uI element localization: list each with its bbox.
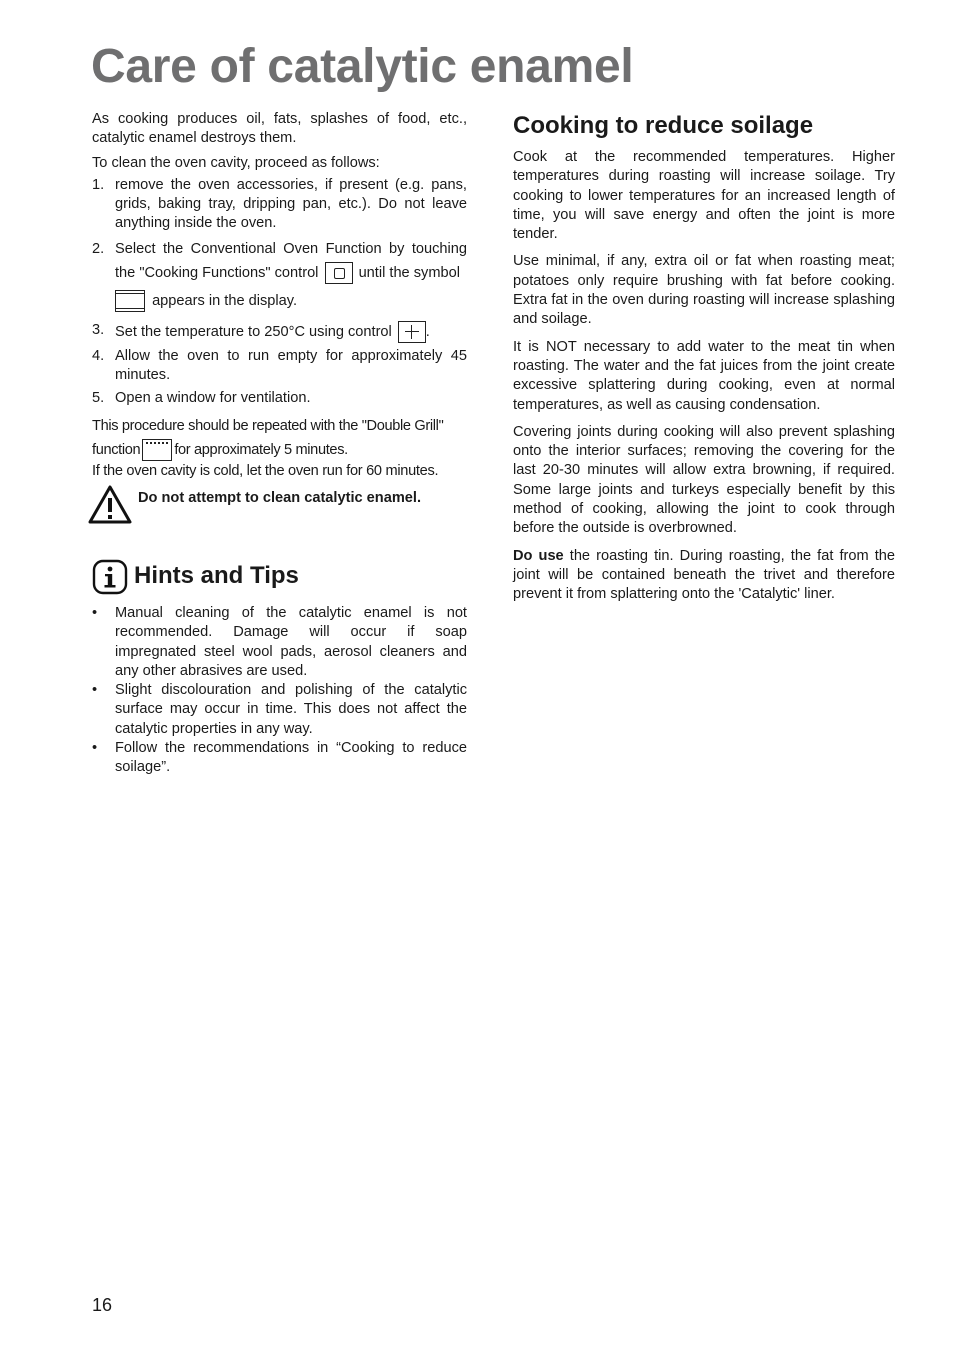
hint-item: • Manual cleaning of the catalytic enamel is not recommended. Damage will occur if soap impregnated steel wool pads, aerosol cleaners and any other abrasives are used. [92,604,467,679]
warning-text: Do not attempt to clean catalytic enamel. [138,489,422,506]
hints-title: Hints and Tips [134,561,299,589]
paragraph: Covering joints during cooking will also prevent splashing onto the interior surfaces; removing the covering for the last 20-30 minutes will allow extra browning, if required. Some large joints and turkeys especially benefit by this method of cooking, allowing the joint to cook through before the outside is overbrowned. [513,423,895,537]
step-item: 1. remove the oven accessories, if present (e.g. pans, grids, baking tray, dripping pan, etc.). Do not leave anything inside the oven. [92,176,467,232]
double-grill-icon [142,439,172,461]
repeat-note: This procedure should be repeated with the "Double Grill" function for approximately 5 minutes. [92,414,467,462]
hint-item: • Slight discolouration and polishing of the catalytic surface may occur in time. This does not affect the catalytic properties in any way. [92,682,467,737]
warning-box [92,489,467,531]
intro-instruction: To clean the oven cavity, proceed as follows: [92,154,380,171]
page-title: Care of catalytic enamel [91,40,634,93]
info-icon [92,559,128,595]
step-item: 3. Set the temperature to 250°C using control . [92,321,467,343]
right-column [513,110,895,613]
warning-triangle-icon [87,484,133,526]
paragraph: Cook at the recommended temperatures. Higher temperatures during roasting will increase soilage. Try cooking to lower temperatures for an increased length of time, you will save energy and often the joint is more tender. [513,149,895,243]
conventional-oven-icon [115,290,145,312]
cold-oven-note: If the oven cavity is cold, let the oven run for 60 minutes. [92,462,439,479]
section-title: Cooking to reduce soilage [513,112,814,139]
paragraph: Do use the roasting tin. During roasting, the fat from the joint will be contained beneath the trivet and therefore prevent it from splattering onto the 'Catalytic' liner. [513,547,896,603]
step-item: 2. Select the Conventional Oven Function by touching the "Cooking Functions" control until the symbol appears in the display. [92,237,467,313]
intro-paragraph: As cooking produces oil, fats, splashes of food, etc., catalytic enamel destroys them. [92,111,467,147]
step-item: 4. Allow the oven to run empty for approximately 45 minutes. [92,347,467,384]
left-column [92,110,467,778]
paragraph: Use minimal, if any, extra oil or fat when roasting meat; potatoes only require brushing with fat before cooking. Extra fat in the oven during roasting will increase splashing and soilage. [513,253,895,328]
step-item: 5. Open a window for ventilation. [92,390,311,407]
cooking-functions-icon [325,262,353,284]
hints-header [92,559,467,599]
page-number: 16 [92,1295,113,1315]
paragraph: It is NOT necessary to add water to the meat tin when roasting. The water and the fat juices from the joint create excessive splattering during cooking, even at normal temperatures, as well as causing condensation. [513,338,895,413]
hint-item: • Follow the recommendations in “Cooking to reduce soilage”. [92,740,467,776]
plus-control-icon [398,321,426,343]
hints-list [92,604,467,778]
cleaning-steps [92,176,467,409]
